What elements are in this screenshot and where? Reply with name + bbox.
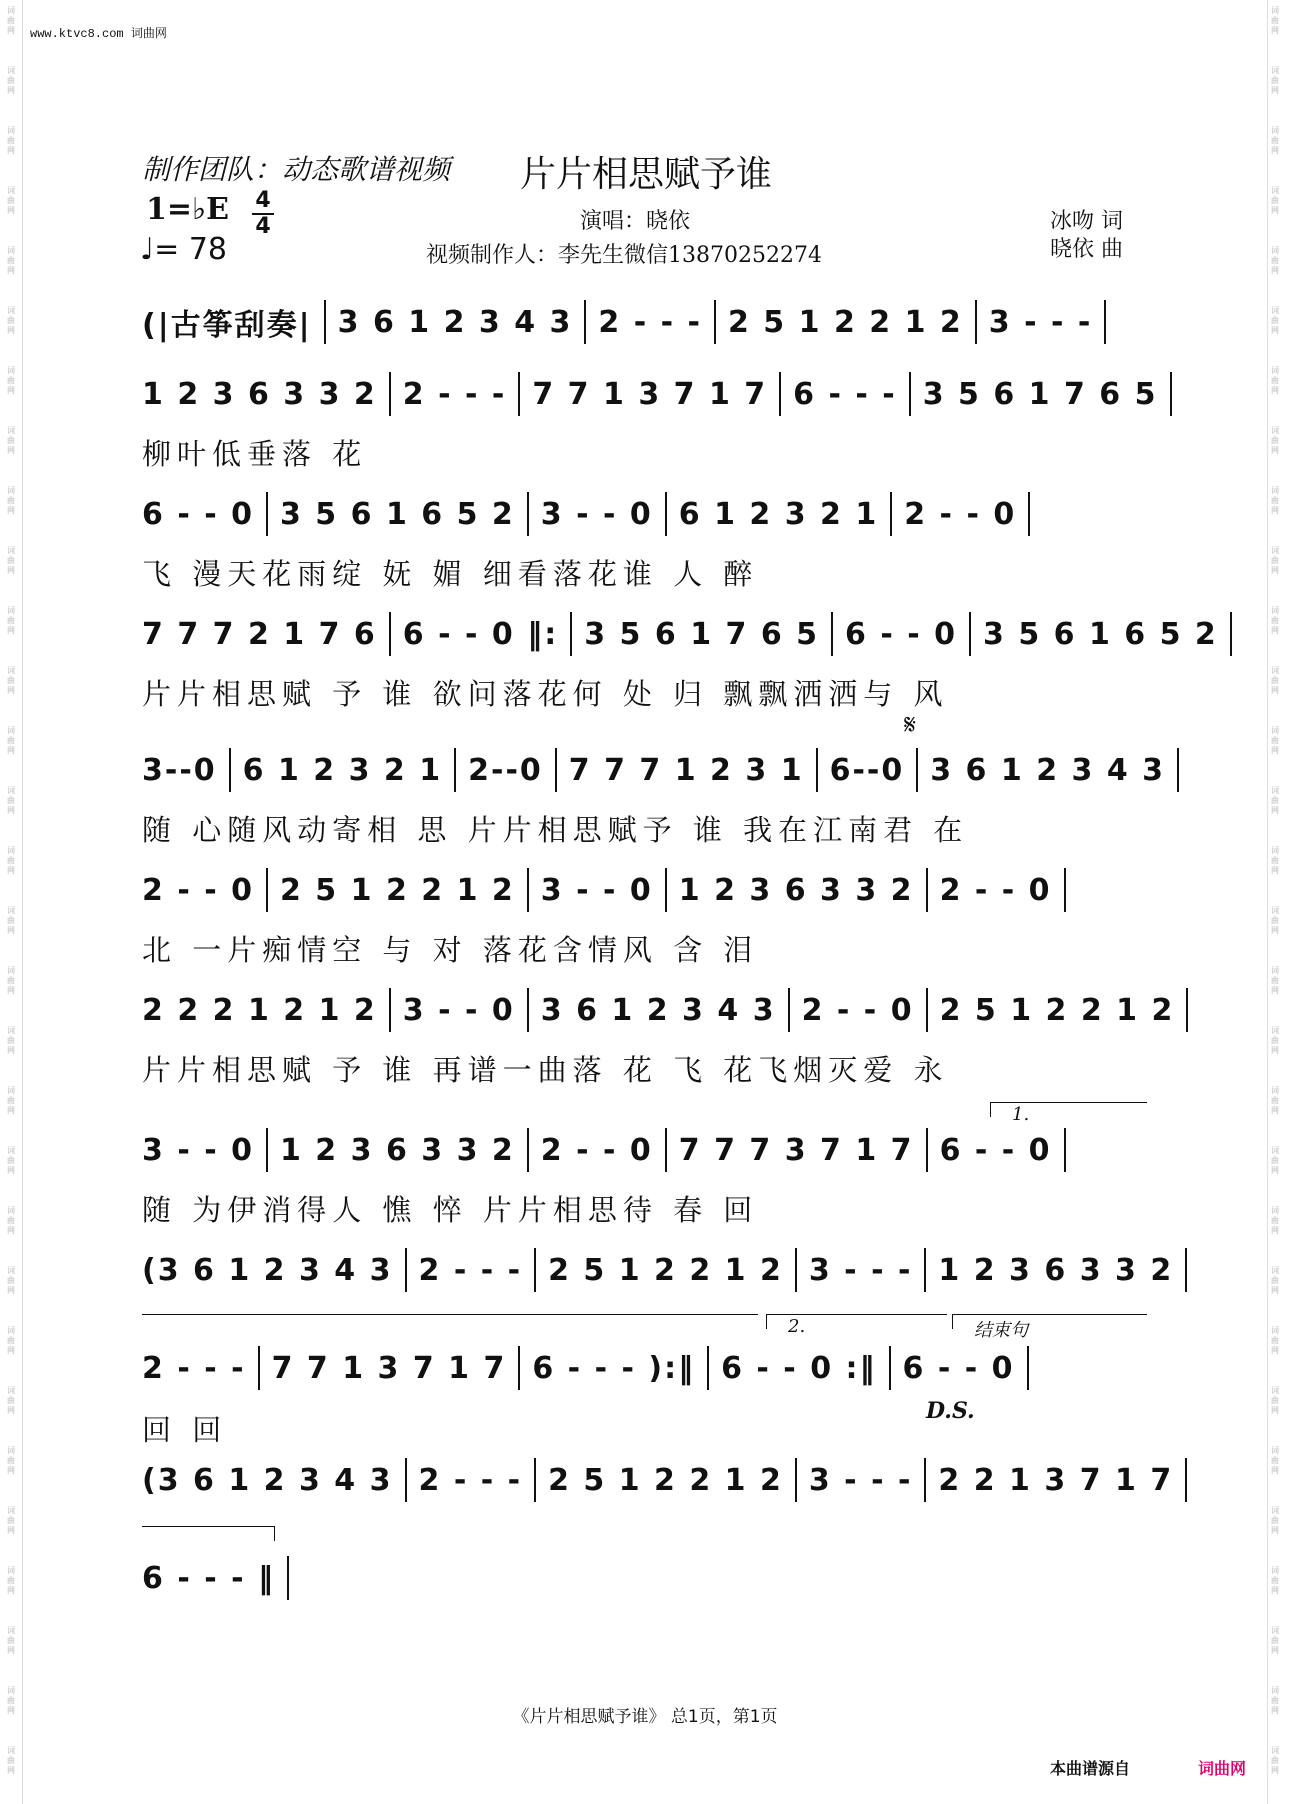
barline bbox=[1230, 612, 1232, 656]
watermark-text: 词曲网 bbox=[1271, 1446, 1279, 1475]
watermark-text: 词曲网 bbox=[1271, 1686, 1279, 1715]
measure: 3 5 6 1 6 5 2 bbox=[983, 616, 1218, 652]
barline bbox=[889, 1346, 891, 1390]
measure: 3 - - 0 bbox=[540, 496, 653, 532]
watermark-text: 词曲网 bbox=[7, 1686, 15, 1715]
lyric-line: 飞 漫天花雨绽 妩 媚 细看落花谁 人 醉 bbox=[142, 557, 759, 591]
watermark-text: 词曲网 bbox=[1271, 1326, 1279, 1355]
watermark-text: 词曲网 bbox=[1271, 1746, 1279, 1775]
measure: 7 7 7 3 7 1 7 bbox=[678, 1132, 914, 1168]
measure: 2 5 1 2 2 1 2 bbox=[939, 992, 1175, 1028]
watermark-text: 词曲网 bbox=[7, 1266, 15, 1295]
watermark-text: 词曲网 bbox=[7, 606, 15, 635]
watermark-text: 词曲网 bbox=[1271, 966, 1279, 995]
watermark-text: 词曲网 bbox=[1271, 306, 1279, 335]
watermark-text: 词曲网 bbox=[1271, 6, 1279, 35]
barline bbox=[324, 300, 326, 344]
watermark-text: 词曲网 bbox=[7, 726, 15, 755]
barline bbox=[518, 1346, 520, 1390]
watermark-text: 词曲网 bbox=[7, 1566, 15, 1595]
barline bbox=[1185, 1248, 1187, 1292]
barline bbox=[924, 1248, 926, 1292]
volta-second-label: 2. bbox=[788, 1316, 806, 1337]
measure: 7 7 7 1 2 3 1 bbox=[568, 752, 804, 788]
barline bbox=[534, 1248, 536, 1292]
lyricist: 冰吻 词 bbox=[1050, 209, 1123, 234]
watermark-text: 词曲网 bbox=[7, 186, 15, 215]
barline bbox=[555, 748, 557, 792]
barline bbox=[527, 492, 529, 536]
measure: 2 5 1 2 2 1 2 bbox=[548, 1462, 783, 1498]
barline bbox=[890, 492, 892, 536]
measure: 2 5 1 2 2 1 2 bbox=[548, 1252, 783, 1288]
notation-line bbox=[142, 608, 1244, 660]
watermark-text: 词曲网 bbox=[7, 966, 15, 995]
measure: 7 7 1 3 7 1 7 bbox=[271, 1350, 507, 1386]
notation-line bbox=[142, 984, 1200, 1036]
measure: 6 - - - ):‖ bbox=[532, 1350, 696, 1386]
measure: 2 - - - bbox=[418, 1462, 523, 1498]
measure: 6 1 2 3 2 1 bbox=[678, 496, 879, 532]
barline bbox=[707, 1346, 709, 1390]
measure: 3--0 bbox=[142, 752, 217, 788]
lyric-line: 北 一片痴情空 与 对 落花含情风 含 泪 bbox=[142, 933, 759, 967]
watermark-text: 词曲网 bbox=[7, 1446, 15, 1475]
barline bbox=[266, 868, 268, 912]
barline bbox=[1064, 868, 1066, 912]
ds-mark: D.S. bbox=[926, 1398, 975, 1424]
watermark-text: 词曲网 bbox=[7, 126, 15, 155]
measure: 2 5 1 2 2 1 2 bbox=[279, 872, 515, 908]
barline bbox=[405, 1458, 407, 1502]
barline bbox=[287, 1556, 289, 1600]
notation-line bbox=[142, 1552, 301, 1604]
watermark-text: 词曲网 bbox=[1271, 1506, 1279, 1535]
measure: 1 2 3 6 3 3 2 bbox=[142, 376, 377, 412]
barline bbox=[779, 372, 781, 416]
notation-line bbox=[142, 864, 1078, 916]
watermark-text: 词曲网 bbox=[1271, 1626, 1279, 1655]
watermark-text: 词曲网 bbox=[7, 1506, 15, 1535]
watermark-text: 词曲网 bbox=[7, 366, 15, 395]
watermark-text: 词曲网 bbox=[7, 486, 15, 515]
measure: 3 - - - bbox=[808, 1252, 913, 1288]
measure: 2--0 bbox=[468, 752, 543, 788]
measure: 2 - - 0 bbox=[904, 496, 1017, 532]
measure: 3 - - 0 bbox=[540, 872, 653, 908]
barline bbox=[584, 300, 586, 344]
measure: 3 - - 0 bbox=[142, 1132, 254, 1168]
watermark-text: 词曲网 bbox=[1271, 66, 1279, 95]
barline bbox=[266, 492, 268, 536]
watermark-text: 词曲网 bbox=[7, 786, 15, 815]
measure: 6 - - 0 bbox=[939, 1132, 1052, 1168]
notation-line bbox=[142, 1244, 1199, 1296]
measure: (3 6 1 2 3 4 3 bbox=[142, 1252, 393, 1288]
watermark-text: 词曲网 bbox=[7, 246, 15, 275]
measure: 2 - - - bbox=[402, 376, 507, 412]
watermark-text: 词曲网 bbox=[7, 546, 15, 575]
notation-line bbox=[142, 368, 1184, 420]
barline bbox=[665, 1128, 667, 1172]
watermark-text: 词曲网 bbox=[1271, 606, 1279, 635]
measure: 6 - - 0 ‖: bbox=[402, 616, 559, 652]
watermark-text: 词曲网 bbox=[7, 846, 15, 875]
watermark-text: 词曲网 bbox=[1271, 546, 1279, 575]
measure: 1 2 3 6 3 3 2 bbox=[938, 1252, 1174, 1288]
lyric-line: 随 为伊消得人 憔 悴 片片相思待 春 回 bbox=[142, 1193, 759, 1227]
barline bbox=[1186, 988, 1188, 1032]
notation-line bbox=[142, 1124, 1078, 1176]
watermark-text: 词曲网 bbox=[7, 1626, 15, 1655]
barline bbox=[389, 988, 391, 1032]
measure: (3 6 1 2 3 4 3 bbox=[142, 1462, 393, 1498]
measure: 2 - - - bbox=[598, 304, 702, 340]
watermark-text: 词曲网 bbox=[1271, 906, 1279, 935]
barline bbox=[570, 612, 572, 656]
measure: 2 - - - bbox=[142, 1350, 246, 1386]
barline bbox=[1104, 300, 1106, 344]
watermark-text: 词曲网 bbox=[1271, 186, 1279, 215]
watermark-text: 词曲网 bbox=[7, 1326, 15, 1355]
volta-first-label: 1. bbox=[1012, 1104, 1030, 1125]
measure: 7 7 7 2 1 7 6 bbox=[142, 616, 377, 652]
watermark-text: 词曲网 bbox=[1271, 786, 1279, 815]
video-maker: 视频制作人：李先生微信13870252274 bbox=[426, 243, 822, 268]
key-signature: 1=♭E bbox=[146, 192, 230, 227]
barline bbox=[788, 988, 790, 1032]
barline bbox=[926, 988, 928, 1032]
barline bbox=[909, 372, 911, 416]
measure: 3 6 1 2 3 4 3 bbox=[337, 304, 573, 340]
barline bbox=[1028, 492, 1030, 536]
time-bottom: 4 bbox=[255, 214, 271, 239]
measure: 3 5 6 1 7 6 5 bbox=[584, 616, 820, 652]
site-url: www.ktvc8.com 词曲网 bbox=[30, 27, 167, 41]
watermark-text: 词曲网 bbox=[1271, 1026, 1279, 1055]
barline bbox=[1064, 1128, 1066, 1172]
watermark-text: 词曲网 bbox=[7, 306, 15, 335]
watermark-text: 词曲网 bbox=[1271, 126, 1279, 155]
measure: 6 1 2 3 2 1 bbox=[242, 752, 443, 788]
barline bbox=[389, 612, 391, 656]
final-line-overbar bbox=[142, 1526, 275, 1541]
barline bbox=[926, 868, 928, 912]
watermark-text: 词曲网 bbox=[7, 6, 15, 35]
brand-logo: 词曲网 bbox=[1198, 1759, 1247, 1778]
source-label: 本曲谱源自 bbox=[1050, 1759, 1131, 1778]
measure: 2 - - 0 bbox=[142, 872, 254, 908]
watermark-text: 词曲网 bbox=[1271, 1386, 1279, 1415]
barline bbox=[714, 300, 716, 344]
barline bbox=[518, 372, 520, 416]
barline bbox=[534, 1458, 536, 1502]
measure: 2 - - - bbox=[418, 1252, 523, 1288]
barline bbox=[527, 988, 529, 1032]
lyric-line: 片片相思赋 予 谁 欲问落花何 处 归 飘飘洒洒与 风 bbox=[142, 677, 949, 711]
watermark-text: 词曲网 bbox=[1271, 426, 1279, 455]
lyric-line: 柳叶低垂落 花 bbox=[142, 437, 368, 471]
watermark-text: 词曲网 bbox=[1271, 1086, 1279, 1115]
barline bbox=[527, 868, 529, 912]
watermark-text: 词曲网 bbox=[7, 666, 15, 695]
time-signature bbox=[252, 190, 274, 238]
barline bbox=[1185, 1458, 1187, 1502]
barline bbox=[1027, 1346, 1029, 1390]
watermark-text: 词曲网 bbox=[1271, 1266, 1279, 1295]
watermark-text: 词曲网 bbox=[1271, 486, 1279, 515]
production-team: 制作团队：动态歌谱视频 bbox=[142, 153, 451, 186]
barline bbox=[665, 492, 667, 536]
barline bbox=[454, 748, 456, 792]
measure: 3 5 6 1 7 6 5 bbox=[922, 376, 1158, 412]
time-top: 4 bbox=[255, 188, 271, 213]
watermark-text: 词曲网 bbox=[1271, 1146, 1279, 1175]
watermark-text: 词曲网 bbox=[7, 1386, 15, 1415]
barline bbox=[389, 372, 391, 416]
barline bbox=[405, 1248, 407, 1292]
measure: 2 2 2 1 2 1 2 bbox=[142, 992, 377, 1028]
notation-line bbox=[142, 744, 1191, 796]
line-overbar bbox=[142, 1314, 758, 1315]
watermark-text: 词曲网 bbox=[1271, 726, 1279, 755]
barline bbox=[229, 748, 231, 792]
measure: 2 5 1 2 2 1 2 bbox=[727, 304, 963, 340]
composer: 晓依 曲 bbox=[1050, 237, 1123, 262]
barline bbox=[926, 1128, 928, 1172]
measure: 3 6 1 2 3 4 3 bbox=[930, 752, 1166, 788]
barline bbox=[1170, 372, 1172, 416]
barline bbox=[527, 1128, 529, 1172]
lyric-line: 片片相思赋 予 谁 再谱一曲落 花 飞 花飞烟灭爱 永 bbox=[142, 1053, 949, 1087]
watermark-text: 词曲网 bbox=[7, 1086, 15, 1115]
watermark-text: 词曲网 bbox=[7, 1206, 15, 1235]
watermark-text: 词曲网 bbox=[1271, 246, 1279, 275]
measure: 6 - - 0 bbox=[142, 496, 254, 532]
measure: 2 - - 0 bbox=[939, 872, 1052, 908]
measure: 6 - - 0 :‖ bbox=[721, 1350, 877, 1386]
barline bbox=[924, 1458, 926, 1502]
barline bbox=[665, 868, 667, 912]
measure: 7 7 1 3 7 1 7 bbox=[532, 376, 768, 412]
notation-line bbox=[142, 488, 1042, 540]
barline bbox=[816, 748, 818, 792]
barline bbox=[795, 1458, 797, 1502]
song-title: 片片相思赋予谁 bbox=[520, 154, 773, 195]
measure: 3 6 1 2 3 4 3 bbox=[540, 992, 776, 1028]
barline bbox=[258, 1346, 260, 1390]
lyric-line: 随 心随风动寄相 思 片片相思赋予 谁 我在江南君 在 bbox=[142, 813, 969, 847]
measure: 1 2 3 6 3 3 2 bbox=[678, 872, 914, 908]
watermark-text: 词曲网 bbox=[1271, 366, 1279, 395]
measure: 6--0 bbox=[829, 752, 905, 788]
measure: 6 - - 0 bbox=[902, 1350, 1015, 1386]
measure: 3 - - - bbox=[808, 1462, 913, 1498]
measure: 2 2 1 3 7 1 7 bbox=[938, 1462, 1174, 1498]
watermark-text: 词曲网 bbox=[1271, 666, 1279, 695]
barline bbox=[969, 612, 971, 656]
watermark-text: 词曲网 bbox=[7, 906, 15, 935]
tempo-mark: ♩= 78 bbox=[140, 232, 227, 267]
measure: 6 - - 0 bbox=[845, 616, 958, 652]
measure: 3 5 6 1 6 5 2 bbox=[279, 496, 515, 532]
watermark-text: 词曲网 bbox=[7, 66, 15, 95]
barline bbox=[1177, 748, 1179, 792]
page-footer: 《片片相思赋予谁》 总1页，第1页 bbox=[512, 1707, 778, 1727]
barline bbox=[266, 1128, 268, 1172]
measure: (|古筝刮奏| bbox=[142, 308, 312, 343]
barline bbox=[831, 612, 833, 656]
notation-line bbox=[142, 1342, 1041, 1394]
segno-sign: 𝄋 bbox=[904, 708, 917, 741]
watermark-text: 词曲网 bbox=[7, 1746, 15, 1775]
measure: 1 2 3 6 3 3 2 bbox=[279, 1132, 515, 1168]
watermark-text: 词曲网 bbox=[1271, 1206, 1279, 1235]
barline bbox=[795, 1248, 797, 1292]
watermark-text: 词曲网 bbox=[7, 1026, 15, 1055]
measure: 6 - - - bbox=[793, 376, 897, 412]
notation-line bbox=[142, 296, 1118, 348]
measure: 3 - - - bbox=[988, 304, 1093, 340]
lyric-line: 回 回 bbox=[142, 1413, 228, 1447]
barline bbox=[916, 748, 918, 792]
watermark-text: 词曲网 bbox=[1271, 846, 1279, 875]
measure: 2 - - 0 bbox=[801, 992, 914, 1028]
watermark-text: 词曲网 bbox=[1271, 1566, 1279, 1595]
ending-label: 结束句 bbox=[974, 1320, 1028, 1341]
barline bbox=[975, 300, 977, 344]
watermark-text: 词曲网 bbox=[7, 426, 15, 455]
singer: 演唱：晓依 bbox=[580, 209, 691, 234]
measure: 2 - - 0 bbox=[540, 1132, 653, 1168]
measure: 3 - - 0 bbox=[402, 992, 515, 1028]
measure: 6 - - - ‖ bbox=[142, 1560, 276, 1596]
watermark-text: 词曲网 bbox=[7, 1146, 15, 1175]
notation-line bbox=[142, 1454, 1199, 1506]
